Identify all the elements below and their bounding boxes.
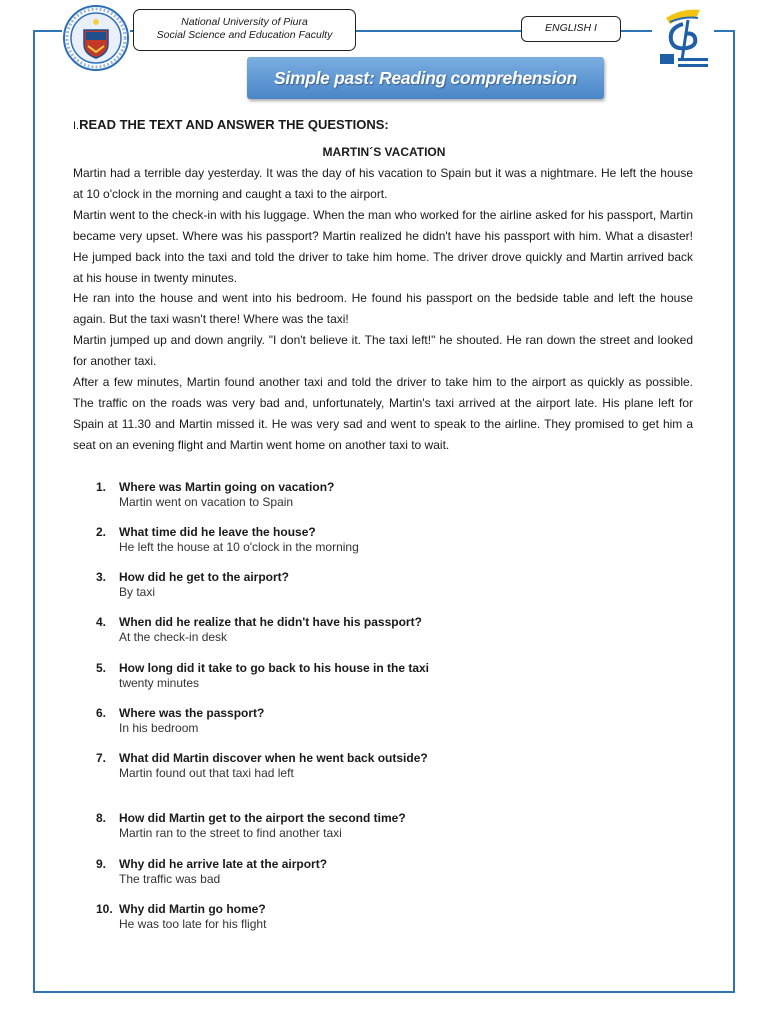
story-paragraph: Martin had a terrible day yesterday. It was the day of his vacation to Spain but it was a nightmare. He left the house at 10 o'clock in the morning and caught a taxi to the airport. [73, 166, 693, 201]
section-number: I. [73, 120, 80, 132]
faculty-logo [652, 4, 714, 74]
question-number: 3. [96, 570, 107, 584]
question-number: 10. [96, 902, 113, 916]
answer-text: twenty minutes [119, 676, 200, 690]
question-number: 5. [96, 661, 107, 675]
answer-text: He left the house at 10 o'clock in the morning [119, 540, 359, 554]
question-number: 8. [96, 811, 107, 825]
question-number: 9. [96, 857, 107, 871]
answer-text: At the check-in desk [119, 630, 228, 644]
question-number: 1. [96, 480, 107, 494]
story-paragraph: He ran into the house and went into his bedroom. He found his passport on the bedside table and left the house again. But the taxi wasn't there! Where was the taxi! [73, 291, 693, 327]
question-number: 6. [96, 706, 107, 720]
question-text: How long did it take to go back to his house in the taxi [119, 661, 430, 675]
question-text: Why did Martin go home? [119, 902, 266, 916]
university-seal-logo [62, 4, 130, 72]
reading-text [73, 163, 693, 456]
story-title: MARTIN´S VACATION [322, 145, 446, 159]
question-text: When did he realize that he didn't have his passport? [119, 615, 422, 629]
answer-text: By taxi [119, 585, 156, 599]
question-text: How did Martin get to the airport the second time? [119, 811, 406, 825]
story-paragraph: Martin jumped up and down angrily. "I don't believe it. The taxi left!" he shouted. He ran down the street and looked for another taxi. [73, 333, 693, 369]
university-info-box [133, 9, 356, 51]
question-number: 7. [96, 751, 107, 765]
course-label: ENGLISH I [521, 16, 621, 42]
question-text: Where was Martin going on vacation? [119, 480, 335, 494]
question-text: What did Martin discover when he went back outside? [119, 751, 428, 765]
story-paragraph: Martin went to the check-in with his luggage. When the man who worked for the airline asked for his passport, Martin became very upset. Where was his passport? Martin realized he didn't have his passport with him. What a disaster! He jumped back into the taxi and told the driver to take him home. The driver drove quickly and Martin arrived back at his house in twenty minutes. [73, 207, 693, 285]
section-title: READ THE TEXT AND ANSWER THE QUESTIONS: [79, 117, 389, 132]
answer-text: He was too late for his flight [119, 917, 267, 931]
university-name: National University of Piura [181, 16, 308, 28]
answer-text: Martin went on vacation to Spain [119, 495, 294, 509]
worksheet-title-banner: Simple past: Reading comprehension [247, 57, 604, 99]
question-text: What time did he leave the house? [119, 525, 316, 539]
answer-text: Martin found out that taxi had left [119, 766, 294, 780]
question-text: Where was the passport? [119, 706, 265, 720]
question-number: 2. [96, 525, 107, 539]
question-text: How did he get to the airport? [119, 570, 289, 584]
question-number: 4. [96, 615, 107, 629]
answer-text: In his bedroom [119, 721, 199, 735]
question-text: Why did he arrive late at the airport? [119, 857, 328, 871]
answer-text: The traffic was bad [119, 872, 221, 886]
story-paragraph: After a few minutes, Martin found another taxi and told the driver to take him to the airport as quickly as possible. The traffic on the roads was very bad and, unfortunately, Martin's taxi arrived at the airport late. His plane left for Spain at 11.30 and Martin missed it. He was very sad and went to speak to the airline. They promised to get him a seat on an evening flight and Martin went home on another taxi to wait. [73, 375, 693, 452]
answer-text: Martin ran to the street to find another taxi [119, 826, 342, 840]
faculty-name: Social Science and Education Faculty [156, 29, 333, 41]
section-heading [73, 117, 389, 132]
